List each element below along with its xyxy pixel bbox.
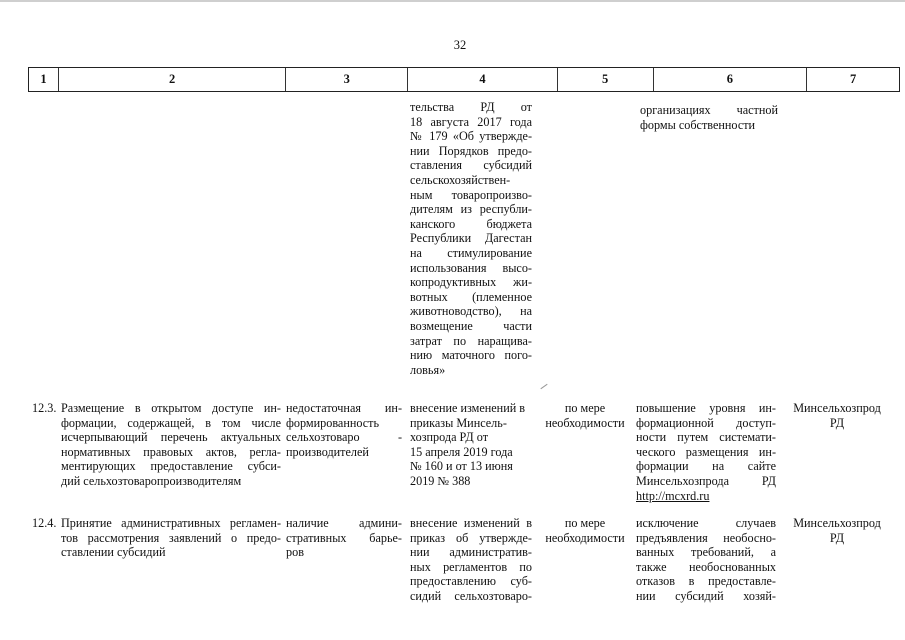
table-header [28,67,900,92]
text-line: Размещение в открытом доступе ин- [61,401,281,415]
row-12-3-result [636,401,776,503]
row-12-4-result [636,516,776,604]
text-line: 15 апреля 2019 года [410,444,513,459]
text-line: предъявления необосно- [636,530,776,545]
text-line: сидий сельхозтоваро- [410,588,532,603]
text-line: наличие админи- [286,516,402,530]
header-col-7: 7 [849,72,857,86]
text-line: ставлении субсидий [61,545,166,560]
header-col-3: 3 [286,68,408,91]
text-line: также необоснованных [636,559,776,574]
page-number: 32 [453,38,467,52]
text-line: нии субсидий хозяй- [636,588,776,603]
text-line: по мере [564,516,606,530]
text-line: 2019 № 388 [410,473,471,488]
text-line: нормативных правовых актов, регла- [61,444,281,459]
text-line: исключение случаев [636,516,776,530]
text-line: формационной доступ- [636,415,776,430]
text-line: Минсельхозпрода РД [636,473,776,488]
text-line: № 160 и от 13 июня [410,459,513,474]
text-line: Принятие административных регламен- [61,516,281,530]
header-col-2: 2 [59,68,286,91]
row-12-3-action [410,401,534,489]
text-line: тов рассмотрения заявлений о предо- [61,530,281,545]
text-line: предоставлению суб- [410,574,532,589]
text-line: копродуктивных жи- [410,275,532,290]
text-line: исчерпывающий перечень актуальных [61,430,281,445]
text-line: Минсельхозпрод [793,401,881,415]
text-line: на стимулирование [410,245,532,260]
row-12-4-action [410,516,532,604]
text-line: РД [829,415,845,430]
text-line: затрат по наращива- [410,333,532,348]
text-line: внесение изменений в [410,401,526,415]
text-line: формированность [286,415,380,430]
text-line: ванных требований, а [636,545,776,560]
text-line: внесение изменений в [410,516,532,530]
text-line: по мере [564,401,606,415]
text-line: необходимости [545,415,625,430]
text-line: повышение уровня ин- [636,401,776,415]
row-12-3-number: 12.3. [32,401,57,415]
text-line: канского бюджета [410,216,532,231]
text-line: сельхозтоваро - [286,430,402,445]
text-line: организациях частной [640,103,778,117]
text-line: формации, содержащей, в том числе [61,415,281,430]
text-line: нии административ- [410,545,532,560]
text-line: нию маточного пого- [410,348,532,363]
header-col-4: 4 [408,68,558,91]
row-12-3-responsible [786,401,888,430]
continuation-col6-text [640,103,778,132]
text-line: животноводство), на [410,304,532,319]
text-line: ментирующих предоставление субси- [61,459,281,474]
row-12-4-problem [286,516,402,560]
text-line: № 179 «Об утвержде- [410,129,532,144]
text-line: нии Порядков предо- [410,143,532,158]
text-line: необходимости [545,530,625,545]
text-line: ловья» [410,362,446,377]
text-line: возмещение части [410,318,532,333]
text-line: недостаточная ин- [286,401,402,415]
text-line: ным товаропроизво- [410,187,532,202]
text-line: вотных (племенное [410,289,532,304]
text-line: Минсельхозпрод [793,516,881,530]
text-line: приказы Минсель- [410,415,507,430]
text-line: отказов в предоставле- [636,574,776,589]
text-line: формы собственности [640,117,756,132]
row-12-4-deadline [538,516,632,545]
text-line: формации на сайте [636,459,776,474]
page-top-edge [0,0,905,2]
header-col-1: 1 [29,68,59,91]
row-12-3-deadline [538,401,632,430]
header-col-6: 6 [654,68,808,91]
text-line: хозпрода РД от [410,430,489,445]
row-12-4-number: 12.4. [32,516,57,530]
text-line: ставления субсидий [410,158,532,173]
text-line: ров [286,545,304,560]
website-link[interactable]: http://mcxrd.ru [636,488,710,503]
text-line: стративных барье- [286,530,402,545]
text-line: ческого размещения ин- [636,444,776,459]
text-line: Республики Дагестан [410,231,532,246]
text-line: производителей [286,444,369,459]
row-12-3-problem [286,401,402,459]
row-12-4-measure [61,516,281,560]
text-line: ных регламентов по [410,559,532,574]
text-line: приказ об утвержде- [410,530,532,545]
row-12-3-measure [61,401,281,489]
text-line: тельства РД от [410,100,532,114]
text-line: дий сельхозтоваропроизводителям [61,473,242,488]
row-12-4-responsible [786,516,888,545]
text-line: РД [829,530,845,545]
header-col-5: 5 [558,68,654,91]
text-line: сельскохозяйствен- [410,172,511,187]
text-line: 18 августа 2017 года [410,114,532,129]
text-line: ности путем системати- [636,430,776,445]
text-line: использования высо- [410,260,532,275]
text-line: дителям из республи- [410,202,532,217]
continuation-col4-text [410,100,532,377]
stray-mark [540,384,547,389]
